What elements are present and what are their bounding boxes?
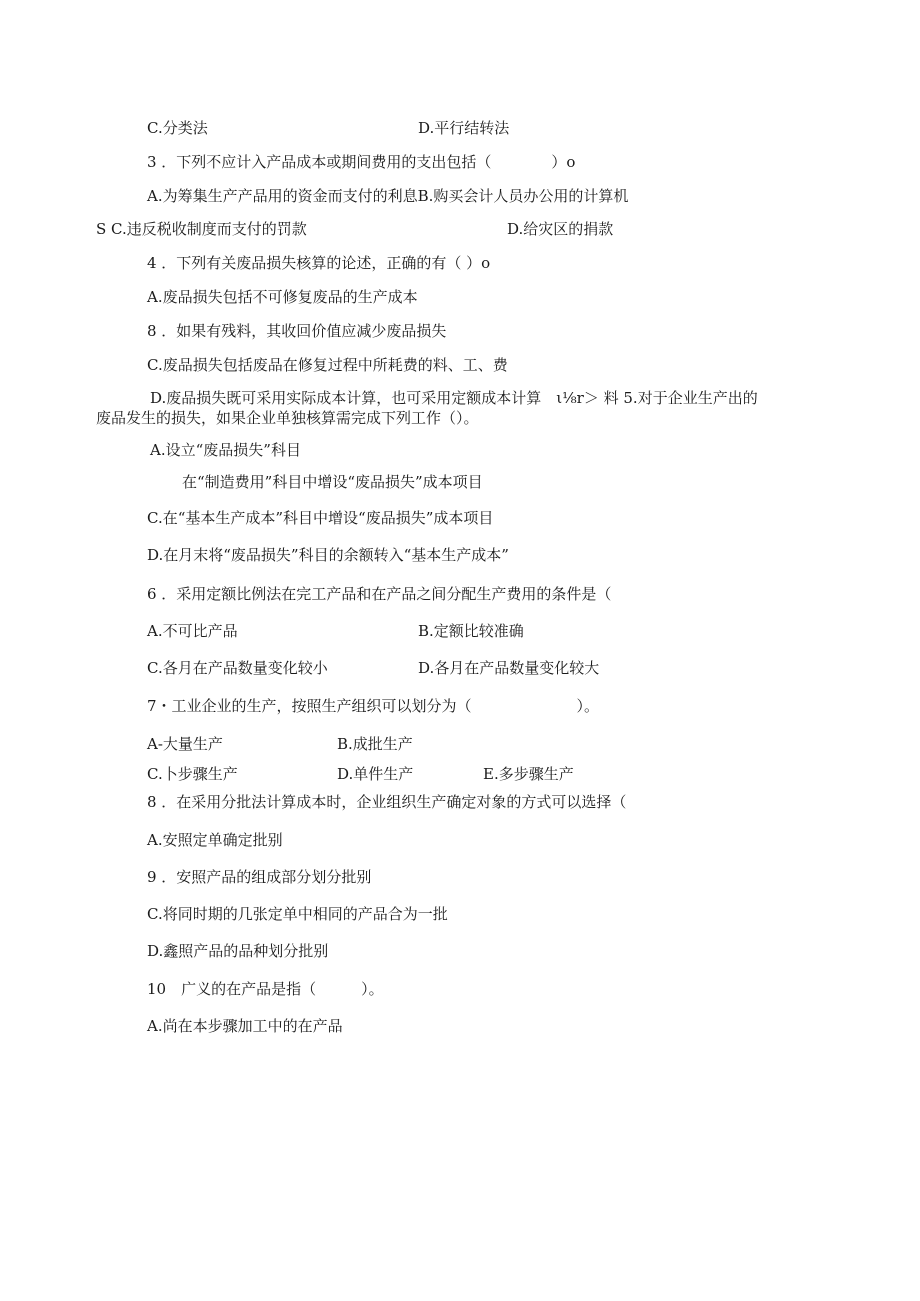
question-6: 6 ．采用定额比例法在完工产品和在产品之间分配生产费用的条件是（: [147, 585, 612, 603]
question-8-option-b: 9 ．安照产品的组成部分划分批别: [147, 868, 372, 886]
question-5-option-d: D.在月末将“废品损失”科目的余额转入“基本生产成本”: [147, 546, 509, 564]
question-3: 3 ．下列不应计入产品成本或期间费用的支出包括（ ）o: [147, 153, 576, 171]
option-b: B.成批生产: [337, 735, 413, 753]
option-e: E.多步骤生产: [483, 765, 574, 783]
question-5-option-c: C.在“基本生产成本”科目中增设“废品损失”成本项目: [147, 509, 494, 527]
option-d: D.平行结转法: [418, 119, 510, 137]
question-10: 10 广义的在产品是指（ ）。: [147, 980, 384, 998]
option-c: C.各月在产品数量变化较小: [147, 659, 328, 677]
question-5-continuation: 废品发生的损失，如果企业单独核算需完成下列工作（）。: [96, 409, 479, 427]
question-8-option-d: D.鑫照产品的品种划分批别: [147, 942, 329, 960]
option-d: D.单件生产: [337, 765, 414, 783]
question-3-options-ab: A.为筹集生产产品用的资金而支付的利息B.购买会计人员办公用的计算机: [147, 187, 629, 205]
option-c: C.卜步骤生产: [147, 765, 238, 783]
question-4-option-c: C.废品损失包括废品在修复过程中所耗费的料、工、费: [147, 356, 508, 374]
option-d: D.给灾区的捐款: [507, 220, 614, 238]
question-8: 8 ．在采用分批法计算成本时，企业组织生产确定对象的方式可以选择（: [147, 793, 627, 811]
question-10-option-a: A.尚在本步骤加工中的在产品: [147, 1017, 343, 1035]
question-5-option-a: A.设立“废品损失”科目: [150, 441, 301, 459]
option-d: D.各月在产品数量变化较大: [418, 659, 600, 677]
option-b: B.定额比较准确: [418, 622, 524, 640]
question-4-option-d: D.废品损失既可采用实际成本计算，也可采用定额成本计算 ι⅛r＞ 料 5.对于企业生产出的: [150, 389, 758, 407]
option-c: S C.违反税收制度而支付的罚款: [96, 220, 307, 238]
question-7: 7・工业企业的生产，按照生产组织可以划分为（ ）。: [147, 697, 600, 715]
question-4-option-b: 8 ．如果有残料，其收回价值应减少废品损失: [147, 322, 447, 340]
question-4: 4 ．下列有关废品损失核算的论述，正确的有（ ）o: [147, 254, 491, 272]
option-c: C.分类法: [147, 119, 208, 137]
question-5-option-b: 在“制造费用”科目中增设“废品损失”成本项目: [182, 473, 483, 491]
option-a: A-大量生产: [147, 735, 223, 753]
question-8-option-a: A.安照定单确定批别: [147, 831, 283, 849]
question-8-option-c: C.将同时期的几张定单中相同的产品合为一批: [147, 905, 448, 923]
question-4-option-a: A.废品损失包括不可修复废品的生产成本: [147, 288, 418, 306]
option-a: A.不可比产品: [147, 622, 238, 640]
